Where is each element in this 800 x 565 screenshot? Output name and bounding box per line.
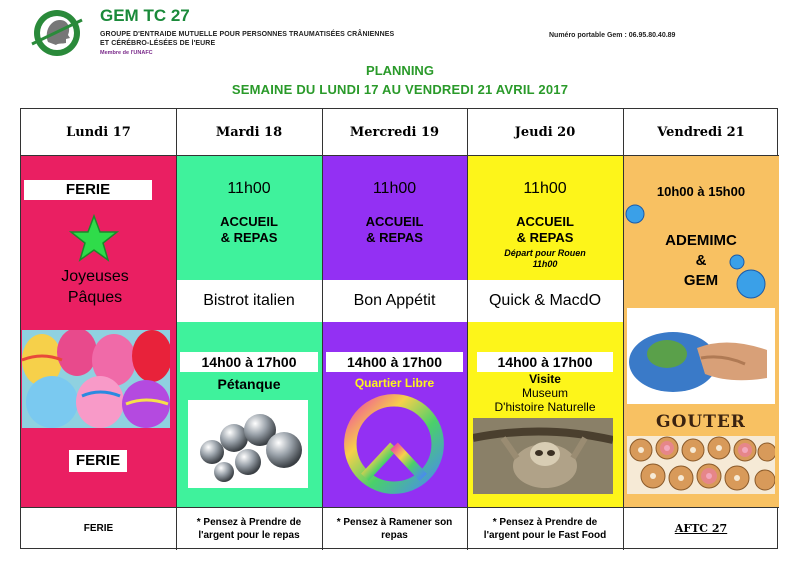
time-morning: 11h00: [372, 180, 417, 197]
footer-thursday: [467, 508, 623, 550]
easter-eggs-image: [22, 330, 170, 428]
partner-line2: &: [695, 252, 707, 269]
time-afternoon: 14h00 à 17h00: [180, 352, 318, 372]
sloth-image: [473, 418, 613, 494]
footer-tuesday-line2: l'argent pour le repas: [198, 530, 300, 541]
phone-number: Numéro portable Gem : 06.95.80.40.89: [549, 32, 676, 39]
day-header-friday: Vendredi 21: [657, 124, 745, 140]
activity-afternoon: Quartier Libre: [354, 376, 435, 390]
departure-note-line1: Départ pour Rouen: [504, 248, 586, 258]
footer-wednesday: [322, 508, 467, 550]
time-morning: 11h00: [227, 180, 271, 197]
day-body-wednesday: [322, 156, 467, 507]
activity-morning-line2: & REPAS: [366, 230, 423, 245]
bubble-decoration-left: [625, 204, 645, 224]
org-name: GEM TC 27: [100, 6, 190, 25]
lunch-place: Quick & MacdO: [467, 280, 623, 322]
activity-morning-line2: & REPAS: [516, 230, 574, 245]
grid-divider: [467, 109, 468, 550]
day-header-thursday: Jeudi 20: [514, 124, 576, 140]
activity-afternoon: Pétanque: [217, 376, 281, 392]
day-body-friday: [623, 156, 779, 507]
footer-thursday-line1: * Pensez à Prendre de: [492, 516, 598, 528]
day-body-tuesday: [176, 156, 322, 507]
grid-divider: [322, 109, 323, 550]
footer-monday: FERIE: [83, 523, 114, 535]
org-description-line1: GROUPE D'ENTRAIDE MUTUELLE POUR PERSONNES TRAUMATISÉES CRÂNIENNES: [100, 31, 395, 38]
time-afternoon: 14h00 à 17h00: [477, 352, 613, 372]
lunch-place: Bon Appétit: [322, 280, 467, 322]
grid-divider: [623, 109, 624, 550]
donuts-image: [627, 436, 775, 494]
column-friday: [623, 109, 779, 550]
activity-afternoon-line3: D'histoire Naturelle: [494, 400, 596, 414]
planning-title: PLANNING: [366, 63, 434, 78]
grid-divider: [176, 109, 177, 550]
grid-divider: [21, 507, 779, 508]
activity-afternoon-line2: Museum: [521, 386, 568, 400]
easter-greeting-line2: Pâques: [67, 289, 123, 306]
holiday-label-top: FERIE: [24, 180, 152, 200]
petanque-balls-image: [188, 400, 308, 488]
footer-tuesday-line1: * Pensez à Prendre de: [196, 516, 302, 528]
day-body-thursday: [467, 156, 623, 507]
planning-table: [20, 108, 778, 549]
time-range: 10h00 à 15h00: [656, 184, 746, 199]
easter-greeting-line1: Joyeuses: [61, 268, 129, 285]
time-afternoon: 14h00 à 17h00: [326, 352, 463, 372]
footer-tuesday: [176, 508, 322, 550]
activity-morning-line1: ACCUEIL: [365, 214, 424, 229]
footer-wednesday-line2: repas: [381, 530, 408, 541]
time-morning: 11h00: [523, 180, 567, 197]
gem-logo: [26, 8, 88, 58]
column-wednesday: [322, 109, 467, 550]
hands-image: [627, 308, 775, 404]
day-body-monday: [21, 156, 176, 507]
holiday-label-bottom: FERIE: [69, 450, 127, 472]
week-title: SEMAINE DU LUNDI 17 AU VENDREDI 21 AVRIL 2017: [231, 82, 569, 97]
activity-morning-line2: & REPAS: [220, 230, 278, 245]
org-description-line2: ET CÉRÉBRO-LÉSÉES DE l'EURE: [100, 40, 216, 47]
snack-label: GOUTER: [656, 412, 746, 432]
activity-morning-line1: ACCUEIL: [516, 214, 574, 229]
footer-wednesday-line1: * Pensez à Ramener son: [336, 516, 453, 528]
day-header-wednesday: Mercredi 19: [349, 124, 440, 140]
column-monday: [21, 109, 176, 550]
grid-divider: [21, 155, 779, 156]
activity-morning-line1: ACCUEIL: [220, 214, 278, 229]
lunch-place: Bistrot italien: [176, 280, 322, 322]
footer-thursday-line2: l'argent pour le Fast Food: [483, 530, 607, 541]
footer-friday: AFTC 27: [674, 521, 728, 535]
partner-line1: ADEMIMC: [665, 232, 737, 249]
departure-note-line2: 11h00: [532, 259, 558, 269]
partner-line3: GEM: [683, 272, 719, 289]
day-header-tuesday: Mardi 18: [215, 124, 283, 140]
column-thursday: [467, 109, 623, 550]
day-header-monday: Lundi 17: [66, 124, 131, 140]
star-icon: [69, 214, 119, 264]
column-tuesday: [176, 109, 322, 550]
peace-sign-image: [338, 392, 450, 496]
org-membership: Membre de l'UNAFC: [100, 50, 153, 56]
activity-afternoon-line1: Visite: [529, 372, 561, 386]
